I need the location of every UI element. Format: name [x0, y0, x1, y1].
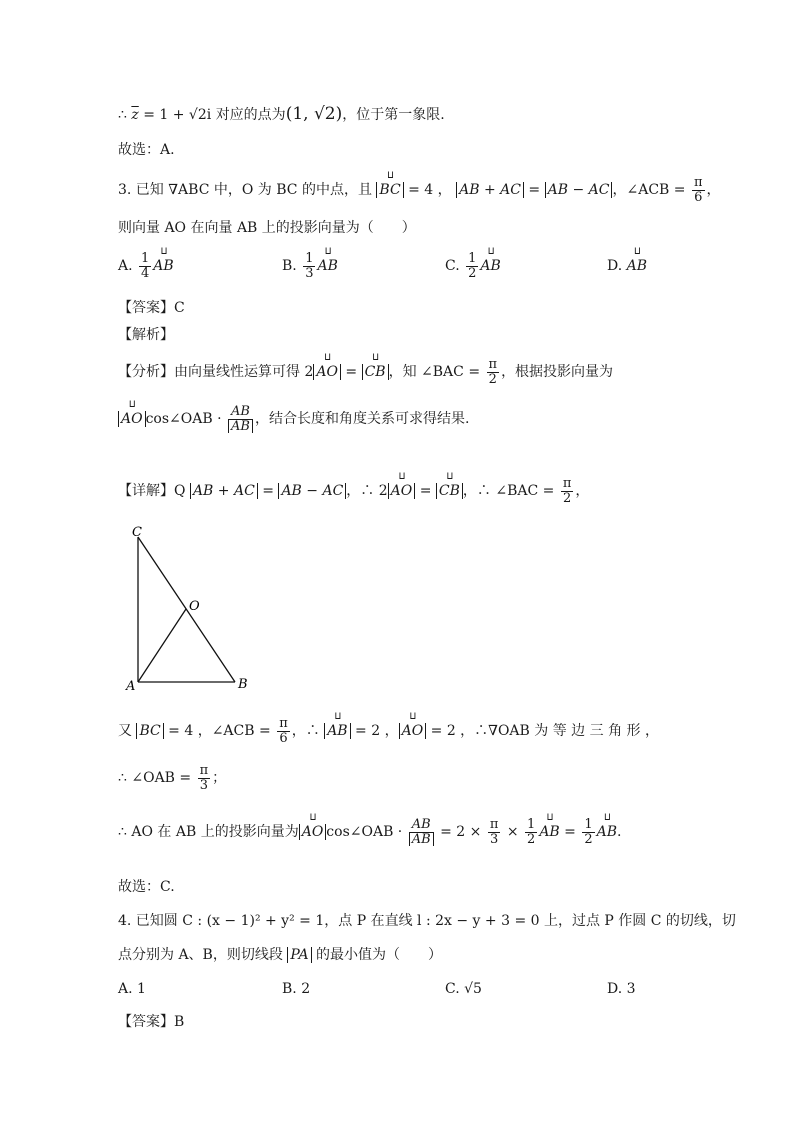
label-a: A	[126, 679, 136, 694]
detail-line-1: 【详解】Q AB + AC = AB − AC ，∴ 2 ⵡ AO = ⵡ CB ，∴ ∠BAC = $\frac{\pi}{2}$ ，	[118, 477, 589, 505]
question-3-stem: 3. 已知 ∇ABC 中，O 为 BC 的中点，且 ⵡ BC = 4 ， AB + AC = AB − AC ，∠ACB = $\frac{\pi}{6}$ ，	[118, 176, 721, 204]
label-b: B	[238, 677, 248, 692]
detail-line-4: ∴ AO 在 AB 上的投影向量为 ⵡ AO cos∠OAB · $\frac{AB}{AB}$ = 2 × $\frac{\pi}{3}$ × $\frac{1}{2}$ ⵡ AB = $\frac{1}{2}$ ⵡ AB.	[118, 818, 622, 846]
segment-ao	[138, 609, 186, 682]
label-o: O	[189, 599, 200, 614]
analysis-line-2: ⵡ AO cos∠OAB · $\frac{AB}{AB}$ ，结合长度和角度关系可求得结果.	[118, 405, 469, 433]
answer-3: 【答案】C	[118, 300, 185, 316]
question-4-stem-line2: 点分别为 A、B，则切线段 PA 的最小值为（ ）	[118, 947, 443, 963]
answer-4: 【答案】B	[118, 1014, 185, 1030]
option-c: C. $\frac{1}{2}$ ⵡ AB	[445, 252, 501, 280]
option-d: D. ⵡ AB	[607, 258, 647, 274]
answer-choice-line-2: 故选：C.	[118, 879, 175, 895]
q4-option-b: B. 2	[282, 981, 311, 997]
detail-line-3: ∴ ∠OAB = $\frac{\pi}{3}$ ；	[118, 763, 227, 793]
question-4-stem: 4. 已知圆 C : (x − 1)² + y² = 1，点 P 在直线 l : 2x − y + 3 = 0 上，过点 P 作圆 C 的切线，切	[118, 913, 736, 929]
answer-choice-line: 故选：A.	[118, 142, 175, 158]
q4-option-c: C. √5	[445, 981, 482, 997]
q4-option-a: A. 1	[118, 981, 146, 997]
analysis-heading: 【解析】	[118, 327, 174, 343]
solution-line-z: ∴ $\overline{z} = 1 + √2i$ 对应的点为(1, √2)，位于第一象限.	[118, 104, 445, 124]
analysis-line-1: 【分析】由向量线性运算可得 2 ⵡ AO = ⵡ CB ，知 ∠BAC = $\frac{\pi}{2}$ ，根据投影向量为	[118, 358, 613, 386]
detail-line-2: 又 BC = 4 ，∠ACB = $\frac{\pi}{6}$ ，∴ ⵡ AB = 2 ， ⵡ AO = 2 ，∴∇OAB 为 等 边 三 角 形 ，	[118, 717, 659, 745]
option-b: B. $\frac{1}{3}$ ⵡ AB	[282, 252, 338, 280]
triangle-figure	[120, 522, 260, 697]
label-c: C	[132, 525, 142, 540]
q4-option-d: D. 3	[607, 981, 636, 997]
question-3-stem-line2: 则向量 AO 在向量 AB 上的投影向量为（ ）	[118, 220, 416, 236]
option-a: A. $\frac{1}{4}$ ⵡ AB	[118, 252, 174, 280]
